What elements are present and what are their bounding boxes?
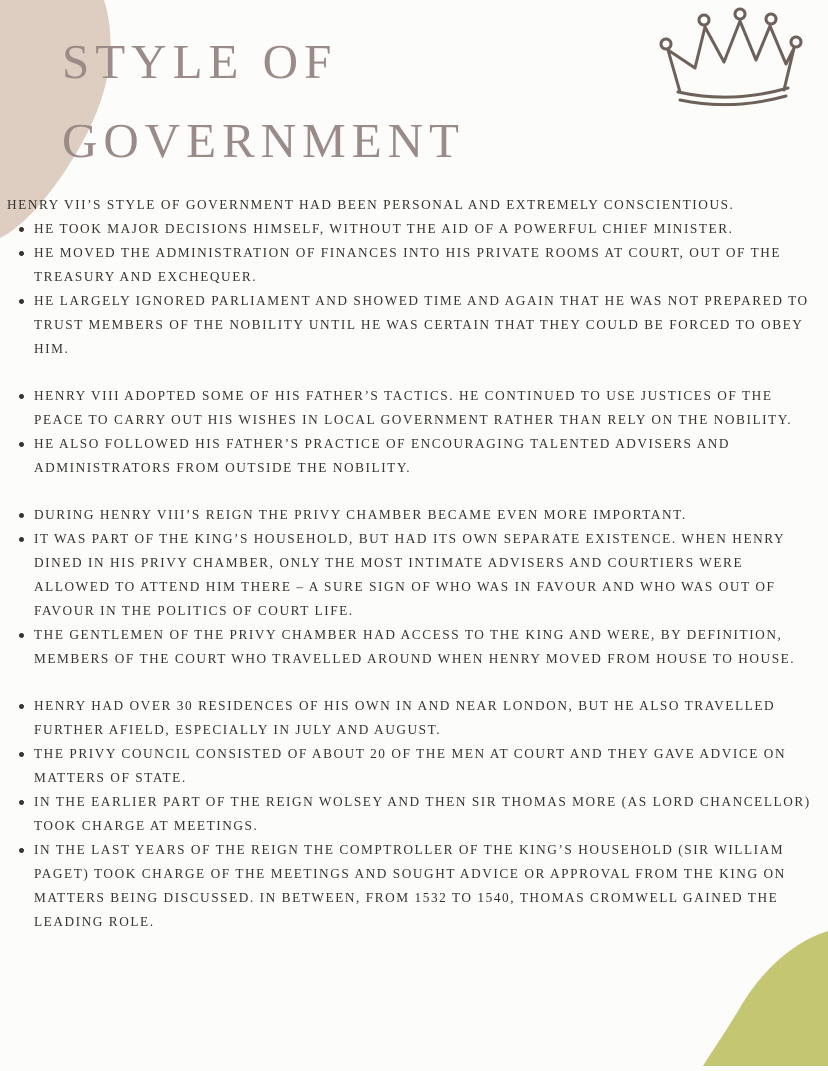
crown-icon (648, 4, 808, 117)
page-title (62, 22, 465, 181)
bullet-item: HENRY HAD OVER 30 RESIDENCES OF HIS OWN IN AND NEAR LONDON, BUT HE ALSO TRAVELLED FURTHER AFIELD, ESPECIALLY IN JULY AND AUGUST. (7, 694, 822, 742)
intro-text: HENRY VII’S STYLE OF GOVERNMENT HAD BEEN PERSONAL AND EXTREMELY CONSCIENTIOUS. (7, 197, 735, 212)
bullet-item: HE TOOK MAJOR DECISIONS HIMSELF, WITHOUT THE AID OF A POWERFUL CHIEF MINISTER. (7, 217, 822, 241)
bullet-item: HENRY VIII ADOPTED SOME OF HIS FATHER’S TACTICS. HE CONTINUED TO USE JUSTICES OF THE PEACE TO CARRY OUT HIS WISHES IN LOCAL GOVERNMENT RATHER THAN RELY ON THE NOBILITY. (7, 384, 822, 432)
page-title-line-2: GOVERNMENT (62, 113, 465, 169)
bullet-item: THE PRIVY COUNCIL CONSISTED OF ABOUT 20 OF THE MEN AT COURT AND THEY GAVE ADVICE ON MATTERS OF STATE. (7, 742, 822, 790)
bullet-item: HE MOVED THE ADMINISTRATION OF FINANCES INTO HIS PRIVATE ROOMS AT COURT, OUT OF THE TREASURY AND EXCHEQUER. (7, 241, 822, 289)
bullet-item: IN THE LAST YEARS OF THE REIGN THE COMPTROLLER OF THE KING’S HOUSEHOLD (SIR WILLIAM PAGET) TOOK CHARGE OF THE MEETINGS AND SOUGHT ADVICE OR APPROVAL FROM THE KING ON MATTERS BEING DISCUSSED. IN BETWEEN, FROM 1532 TO 1540, THOMAS CROMWELL GAINED THE LEADING ROLE. (7, 838, 822, 934)
content-area (7, 193, 822, 934)
bullet-group-1 (7, 217, 822, 361)
page-title-line-1: STYLE OF (62, 34, 338, 89)
bullet-item: HE ALSO FOLLOWED HIS FATHER’S PRACTICE OF ENCOURAGING TALENTED ADVISERS AND ADMINISTRATORS FROM OUTSIDE THE NOBILITY. (7, 432, 822, 480)
bullet-item: HE LARGELY IGNORED PARLIAMENT AND SHOWED TIME AND AGAIN THAT HE WAS NOT PREPARED TO TRUST MEMBERS OF THE NOBILITY UNTIL HE WAS CERTAIN THAT THEY COULD BE FORCED TO OBEY HIM. (7, 289, 822, 361)
bullet-item: DURING HENRY VIII’S REIGN THE PRIVY CHAMBER BECAME EVEN MORE IMPORTANT. (7, 503, 822, 527)
bullet-group-2 (7, 384, 822, 480)
bullet-item: IT WAS PART OF THE KING’S HOUSEHOLD, BUT HAD ITS OWN SEPARATE EXISTENCE. WHEN HENRY DINED IN HIS PRIVY CHAMBER, ONLY THE MOST INTIMATE ADVISERS AND COURTIERS WERE ALLOWED TO ATTEND HIM THERE – A SURE SIGN OF WHO WAS IN FAVOUR AND WHO WAS OUT OF FAVOUR IN THE POLITICS OF COURT LIFE. (7, 527, 822, 623)
bullet-item: THE GENTLEMEN OF THE PRIVY CHAMBER HAD ACCESS TO THE KING AND WERE, BY DEFINITION, MEMBERS OF THE COURT WHO TRAVELLED AROUND WHEN HENRY MOVED FROM HOUSE TO HOUSE. (7, 623, 822, 671)
bullet-group-3 (7, 503, 822, 671)
bullet-group-4 (7, 694, 822, 934)
bullet-item: IN THE EARLIER PART OF THE REIGN WOLSEY AND THEN SIR THOMAS MORE (AS LORD CHANCELLOR) TOOK CHARGE AT MEETINGS. (7, 790, 822, 838)
decorative-blob-bottom-right (703, 931, 828, 1071)
